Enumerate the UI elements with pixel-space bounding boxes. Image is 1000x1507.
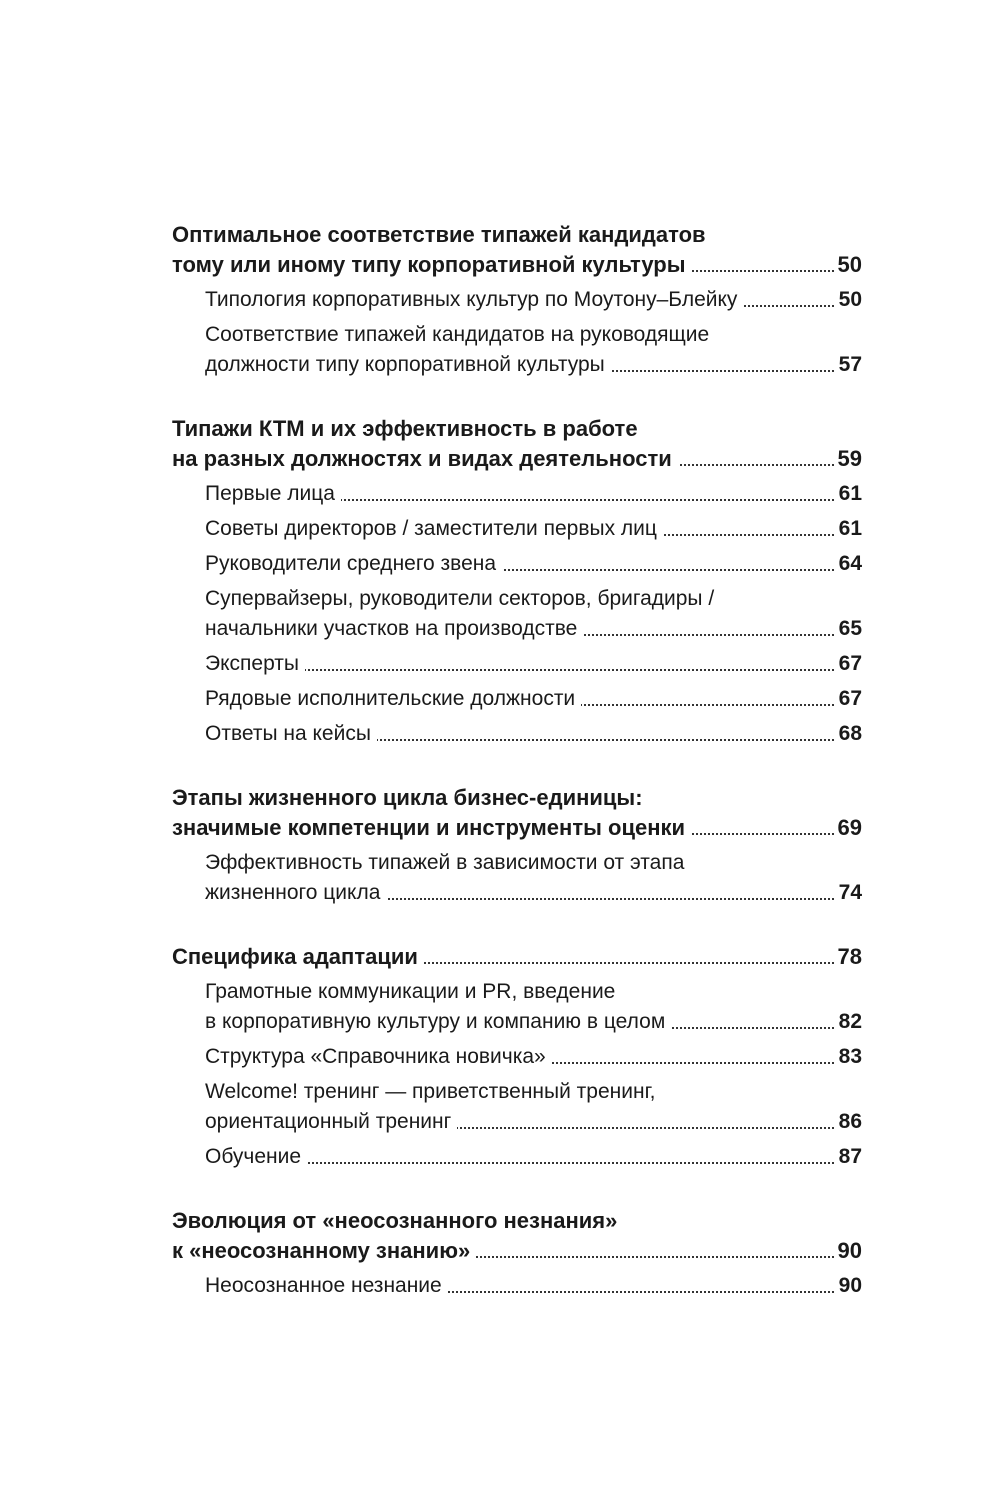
- subsection-title-text: начальники участков на производстве: [205, 617, 583, 640]
- page-number: 57: [835, 350, 862, 380]
- subsection-title-line: [205, 1007, 862, 1037]
- subsection-title-line: [205, 848, 862, 878]
- page-number: 90: [835, 1271, 862, 1301]
- subsection-title-text: Структура «Справочника новичка»: [205, 1045, 552, 1068]
- chapter-title-line: [172, 250, 862, 280]
- subsection-entry: [172, 848, 862, 908]
- subsection-title-line: [205, 549, 862, 579]
- subsection-title-text: Руководители среднего звена: [205, 552, 502, 575]
- subsection-title-text: Обучение: [205, 1145, 307, 1168]
- chapter-title-line: [172, 444, 862, 474]
- subsection-title-text: Ответы на кейсы: [205, 722, 377, 745]
- page-number: 69: [834, 813, 862, 843]
- subsection-title-text: ориентационный тренинг: [205, 1110, 457, 1133]
- subsection-entry: [172, 1271, 862, 1301]
- chapter-title-line: [172, 813, 862, 843]
- subsection-title-text: Первые лица: [205, 482, 341, 505]
- subsection-title-line: [205, 1107, 862, 1137]
- table-of-contents: [172, 220, 862, 1335]
- subsection-title-line: [205, 1142, 862, 1172]
- subsection-entry: [172, 977, 862, 1037]
- subsection-title-text: Советы директоров / заместители первых лиц: [205, 517, 663, 540]
- subsection-entry: [172, 1077, 862, 1137]
- subsection-title-text: Рядовые исполнительские должности: [205, 687, 581, 710]
- chapter-title-text: значимые компетенции и инструменты оценки: [172, 815, 691, 840]
- toc-section: [172, 942, 862, 1172]
- chapter-entry: [172, 1206, 862, 1266]
- page-number: 61: [835, 514, 862, 544]
- chapter-entry: [172, 942, 862, 972]
- chapter-title-line: [172, 220, 862, 250]
- chapter-entry: [172, 220, 862, 280]
- chapter-title-line: [172, 942, 862, 972]
- subsection-title-line: [205, 1271, 862, 1301]
- subsection-title-line: [205, 977, 862, 1007]
- page-number: 67: [835, 684, 862, 714]
- subsection-title-line: [205, 684, 862, 714]
- subsection-title-text: Типология корпоративных культур по Моутону–Блейку: [205, 288, 743, 311]
- page-number: 83: [835, 1042, 862, 1072]
- chapter-title-text: Специфика адаптации: [172, 944, 424, 969]
- subsection-entry: [172, 285, 862, 315]
- subsection-entry: [172, 1142, 862, 1172]
- page-number: 87: [835, 1142, 862, 1172]
- subsection-title-text: Соответствие типажей кандидатов на руководящие: [205, 323, 710, 346]
- subsection-title-text: Неосознанное незнание: [205, 1274, 448, 1297]
- toc-section: [172, 783, 862, 908]
- toc-section: [172, 414, 862, 749]
- subsection-entry: [172, 1042, 862, 1072]
- chapter-title-text: Этапы жизненного цикла бизнес-единицы:: [172, 785, 643, 810]
- chapter-title-text: Эволюция от «неосознанного незнания»: [172, 1208, 618, 1233]
- chapter-title-text: Типажи КТМ и их эффективность в работе: [172, 416, 638, 441]
- chapter-title-line: [172, 1206, 862, 1236]
- chapter-entry: [172, 783, 862, 843]
- subsection-title-text: Супервайзеры, руководители секторов, бригадиры /: [205, 587, 715, 610]
- chapter-title-text: тому или иному типу корпоративной культуры: [172, 252, 692, 277]
- chapter-title-line: [172, 414, 862, 444]
- page-number: 86: [835, 1107, 862, 1137]
- subsection-title-line: [205, 878, 862, 908]
- subsection-title-line: [205, 584, 862, 614]
- page-number: 82: [835, 1007, 862, 1037]
- subsection-entry: [172, 584, 862, 644]
- page-number: 50: [834, 250, 862, 280]
- chapter-title-line: [172, 1236, 862, 1266]
- subsection-title-text: Welcome! тренинг — приветственный тренинг,: [205, 1080, 656, 1103]
- subsection-title-line: [205, 649, 862, 679]
- subsection-title-line: [205, 719, 862, 749]
- subsection-entry: [172, 684, 862, 714]
- page-number: 65: [835, 614, 862, 644]
- chapter-title-text: к «неосознанному знанию»: [172, 1238, 476, 1263]
- subsection-title-text: должности типу корпоративной культуры: [205, 353, 611, 376]
- subsection-title-line: [205, 1077, 862, 1107]
- subsection-entry: [172, 479, 862, 509]
- page-number: 50: [835, 285, 862, 315]
- page-number: 67: [835, 649, 862, 679]
- page-number: 68: [835, 719, 862, 749]
- toc-section: [172, 220, 862, 380]
- subsection-title-line: [205, 285, 862, 315]
- page-number: 59: [834, 444, 862, 474]
- subsection-title-text: Грамотные коммуникации и PR, введение: [205, 980, 616, 1003]
- chapter-title-text: на разных должностях и видах деятельности: [172, 446, 678, 471]
- subsection-title-line: [205, 1042, 862, 1072]
- page-number: 64: [835, 549, 862, 579]
- subsection-title-text: в корпоративную культуру и компанию в целом: [205, 1010, 671, 1033]
- page-number: 90: [834, 1236, 862, 1266]
- subsection-title-text: Эксперты: [205, 652, 305, 675]
- subsection-entry: [172, 320, 862, 380]
- subsection-title-line: [205, 514, 862, 544]
- subsection-entry: [172, 719, 862, 749]
- subsection-entry: [172, 549, 862, 579]
- page-number: 78: [834, 942, 862, 972]
- chapter-title-text: Оптимальное соответствие типажей кандидатов: [172, 222, 706, 247]
- subsection-entry: [172, 514, 862, 544]
- chapter-entry: [172, 414, 862, 474]
- subsection-entry: [172, 649, 862, 679]
- toc-section: [172, 1206, 862, 1301]
- subsection-title-line: [205, 320, 862, 350]
- subsection-title-line: [205, 479, 862, 509]
- subsection-title-text: Эффективность типажей в зависимости от этапа: [205, 851, 685, 874]
- chapter-title-line: [172, 783, 862, 813]
- page-number: 74: [835, 878, 862, 908]
- page-number: 61: [835, 479, 862, 509]
- subsection-title-line: [205, 614, 862, 644]
- subsection-title-line: [205, 350, 862, 380]
- subsection-title-text: жизненного цикла: [205, 881, 386, 904]
